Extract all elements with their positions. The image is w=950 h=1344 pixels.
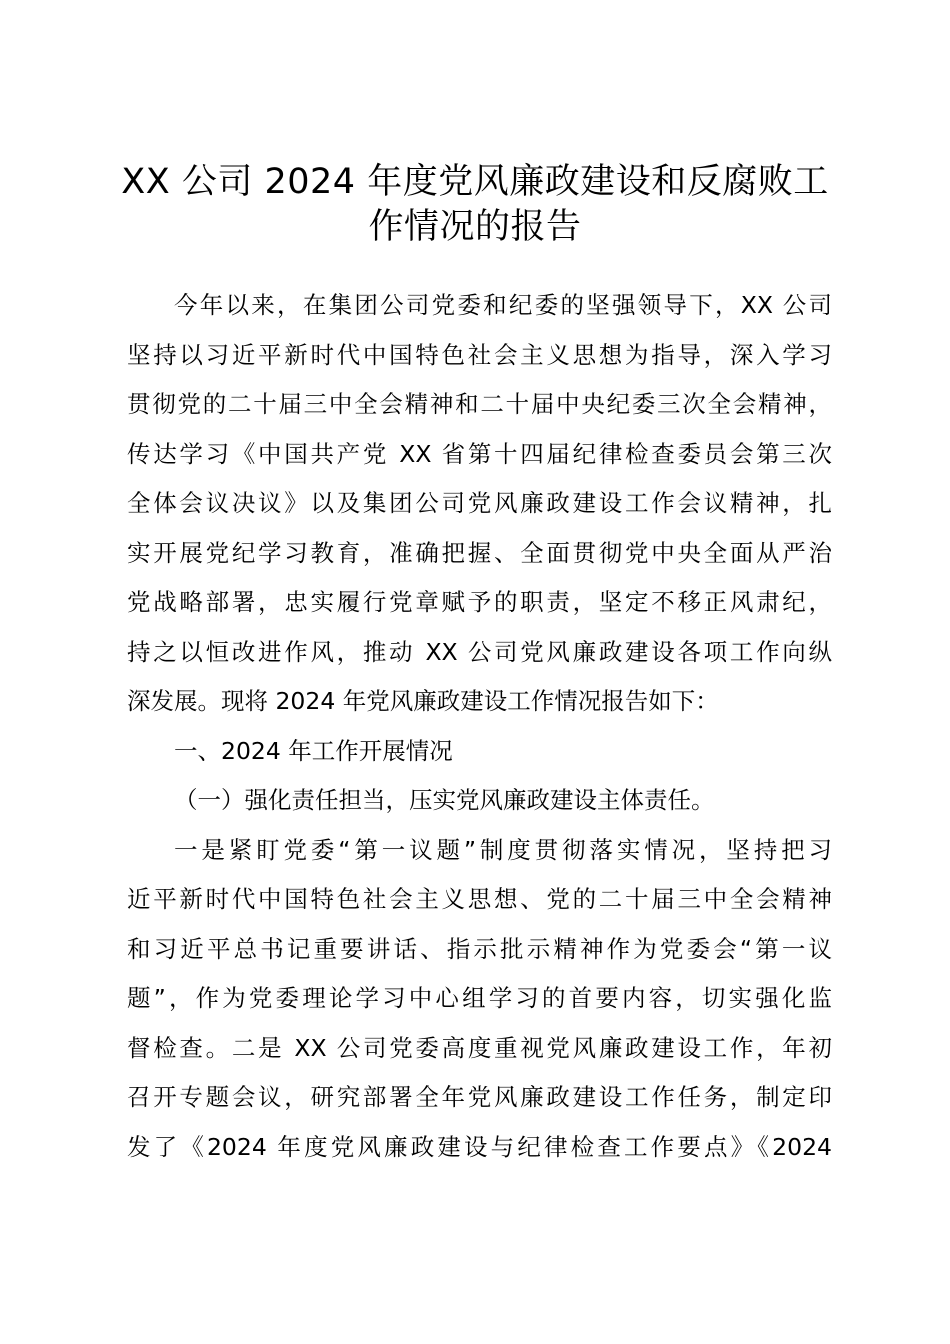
paragraph-body-line: 发了《2024 年度党风廉政建设与纪律检查工作要点》《2024 [127, 1132, 832, 1161]
paragraph-intro-line: 贯彻党的二十届三中全会精神和二十届中央纪委三次全会精神， [127, 390, 832, 418]
paragraph-intro-line: 全体会议决议》以及集团公司党风廉政建设工作会议精神，扎 [127, 489, 832, 517]
subsection-heading-1: （一）强化责任担当，压实党风廉政建设主体责任。 [174, 786, 715, 814]
title-line-2: 作情况的报告 [368, 207, 582, 247]
title-line-1: XX 公司 2024 年度党风廉政建设和反腐败工 [121, 162, 829, 202]
paragraph-intro-line: 党战略部署，忠实履行党章赋予的职责，坚定不移正风肃纪， [127, 588, 832, 616]
paragraph-intro-line: 持之以恒改进作风，推动 XX 公司党风廉政建设各项工作向纵 [127, 637, 832, 666]
paragraph-body-line: 近平新时代中国特色社会主义思想、党的二十届三中全会精神 [127, 885, 832, 913]
paragraph-body-line: 和习近平总书记重要讲话、指示批示精神作为党委会“第一议 [127, 934, 832, 963]
paragraph-intro-line: 深发展。现将 2024 年党风廉政建设工作情况报告如下： [127, 687, 719, 715]
paragraph-body-line: 督检查。二是 XX 公司党委高度重视党风廉政建设工作，年初 [127, 1033, 832, 1062]
document-title [100, 160, 850, 250]
paragraph-intro-line: 实开展党纪学习教育，准确把握、全面贯彻党中央全面从严治 [127, 538, 832, 567]
paragraph-body-line: 题”，作为党委理论学习中心组学习的首要内容，切实强化监 [127, 984, 832, 1012]
paragraph-intro-line: 今年以来，在集团公司党委和纪委的坚强领导下，XX 公司 [174, 291, 832, 319]
section-heading-1: 一、2024 年工作开展情况 [174, 736, 453, 765]
paragraph-intro-line: 坚持以习近平新时代中国特色社会主义思想为指导，深入学习 [127, 340, 832, 369]
document-body [127, 281, 832, 1172]
paragraph-body-line: 一是紧盯党委“第一议题”制度贯彻落实情况，坚持把习 [174, 835, 832, 864]
paragraph-intro-line: 传达学习《中国共产党 XX 省第十四届纪律检查委员会第三次 [127, 439, 832, 468]
paragraph-body-line: 召开专题会议，研究部署全年党风廉政建设工作任务，制定印 [127, 1083, 832, 1111]
